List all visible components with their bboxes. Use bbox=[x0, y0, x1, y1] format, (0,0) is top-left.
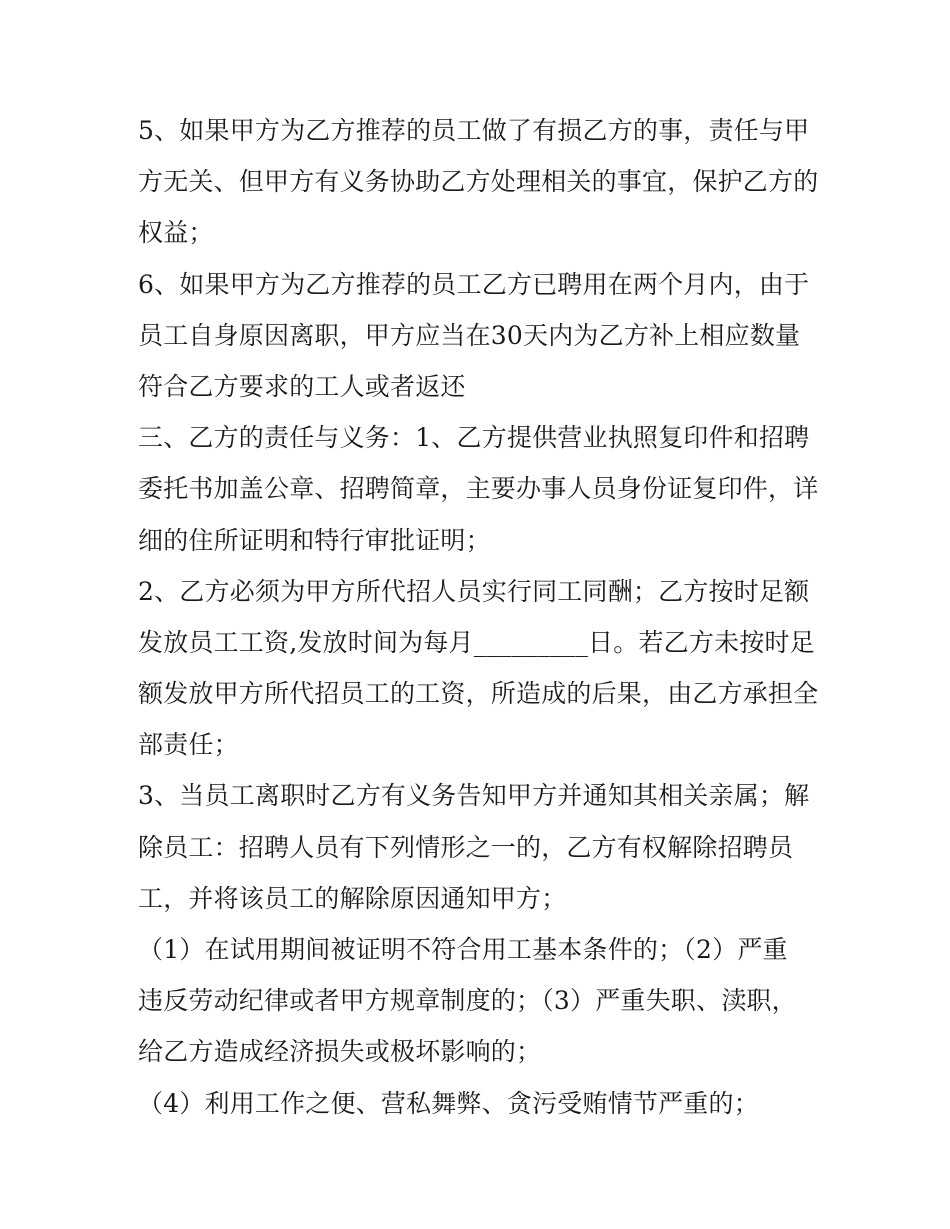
text-line: 给乙方造成经济损失或极坏影响的； bbox=[138, 1037, 542, 1067]
document-body bbox=[138, 105, 818, 1129]
text-line: 细的住所证明和特行审批证明； bbox=[138, 525, 491, 555]
text-line: 违反劳动纪律或者甲方规章制度的；（3）严重失职、渎职， bbox=[138, 986, 797, 1016]
text-line: 2、乙方必须为甲方所代招人员实行同工同酬；乙方按时足额 bbox=[138, 576, 810, 606]
text-line: 额发放甲方所代招员工的工资，所造成的后果，由乙方承担全 bbox=[138, 679, 819, 709]
text-line: 发放员工工资,发放时间为每月_________日。若乙方未按时足 bbox=[138, 627, 815, 657]
text-line: 6、如果甲方为乙方推荐的员工乙方已聘用在两个月内，由于 bbox=[138, 269, 810, 299]
text-line: 除员工：招聘人员有下列情形之一的，乙方有权解除招聘员 bbox=[138, 832, 794, 862]
text-line: 方无关、但甲方有义务协助乙方处理相关的事宜，保护乙方的 bbox=[138, 167, 819, 197]
text-line: 部责任； bbox=[138, 730, 239, 760]
text-line: 委托书加盖公章、招聘简章，主要办事人员身份证复印件，详 bbox=[138, 474, 819, 504]
text-line: 5、如果甲方为乙方推荐的员工做了有损乙方的事，责任与甲 bbox=[138, 116, 810, 145]
text-line: 三、乙方的责任与义务：1、乙方提供营业执照复印件和招聘 bbox=[138, 423, 810, 453]
text-line: 工，并将该员工的解除原因通知甲方； bbox=[138, 883, 567, 913]
text-line: 3、当员工离职时乙方有义务告知甲方并通知其相关亲属；解 bbox=[138, 781, 810, 811]
text-line: 权益； bbox=[138, 218, 214, 248]
text-line: （4）利用工作之便、营私舞弊、贪污受贿情节严重的； bbox=[138, 1088, 759, 1118]
text-line: 符合乙方要求的工人或者返还 bbox=[138, 371, 466, 401]
text-line: 员工自身原因离职，甲方应当在30天内为乙方补上相应数量 bbox=[138, 320, 801, 350]
text-line: （1）在试用期间被证明不符合用工基本条件的；（2）严重 bbox=[138, 935, 788, 964]
